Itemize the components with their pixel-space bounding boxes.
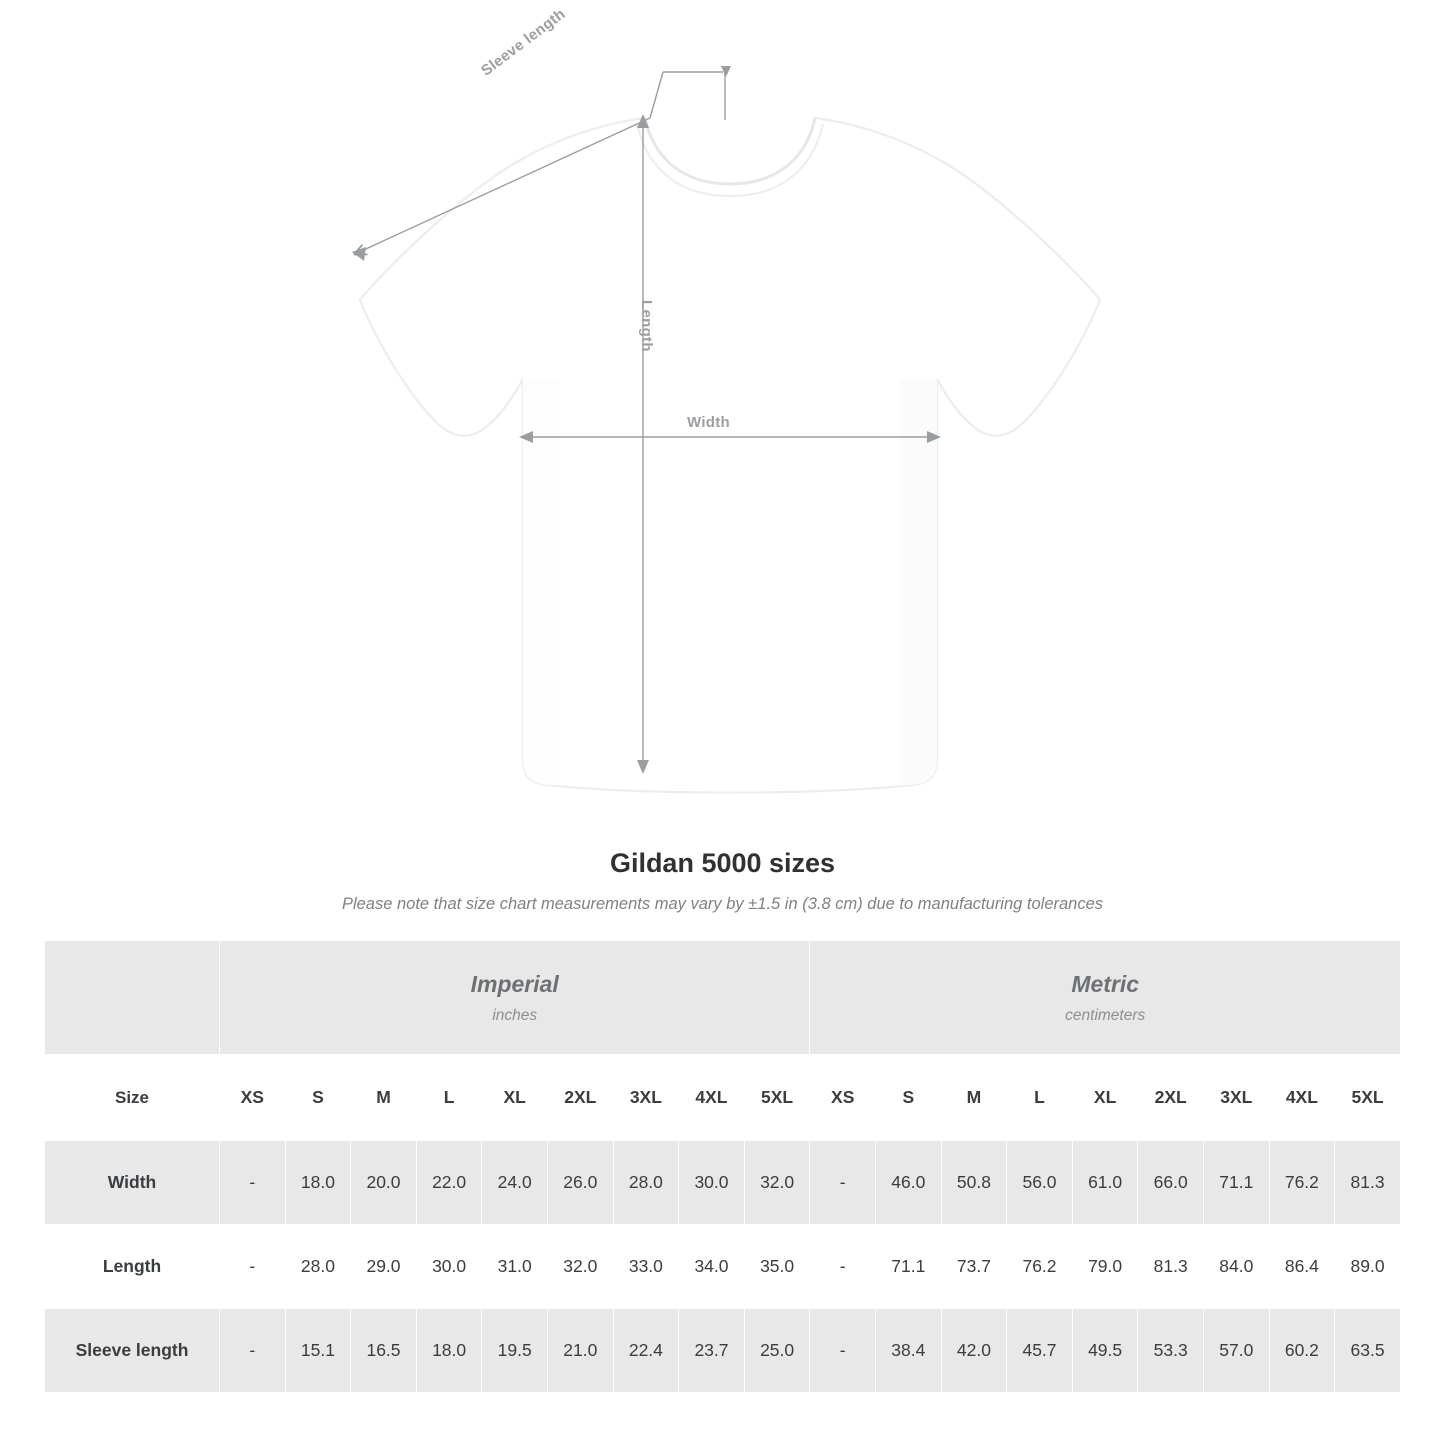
cell-width-imperial-3xl: 28.0 (613, 1141, 679, 1225)
size-header-imperial-4xl: 4XL (679, 1055, 745, 1141)
cell-length-imperial-s: 28.0 (285, 1225, 351, 1309)
cell-sleeve-metric-3xl: 57.0 (1203, 1309, 1269, 1393)
size-header-metric-5xl: 5XL (1335, 1055, 1401, 1141)
cell-width-imperial-2xl: 26.0 (547, 1141, 613, 1225)
cell-width-imperial-5xl: 32.0 (744, 1141, 810, 1225)
cell-length-metric-4xl: 86.4 (1269, 1225, 1335, 1309)
cell-sleeve-metric-xs: - (810, 1309, 876, 1393)
cell-width-metric-3xl: 71.1 (1203, 1141, 1269, 1225)
column-header-size: Size (45, 1055, 220, 1141)
cell-sleeve-metric-2xl: 53.3 (1138, 1309, 1204, 1393)
cell-sleeve-imperial-5xl: 25.0 (744, 1309, 810, 1393)
table-row (45, 1225, 1401, 1309)
unit-sub-metric: centimeters (1065, 1006, 1146, 1024)
cell-width-metric-2xl: 66.0 (1138, 1141, 1204, 1225)
tolerance-note: Please note that size chart measurements may vary by ±1.5 in (3.8 cm) due to manufacturing tolerances (341, 895, 1104, 913)
size-chart-table (44, 940, 1401, 1393)
cell-width-metric-l: 56.0 (1007, 1141, 1073, 1225)
cell-sleeve-imperial-xs: - (220, 1309, 286, 1393)
cell-sleeve-imperial-xl: 19.5 (482, 1309, 548, 1393)
cell-width-metric-s: 46.0 (876, 1141, 942, 1225)
unit-name-imperial: Imperial (470, 970, 559, 997)
cell-sleeve-imperial-s: 15.1 (285, 1309, 351, 1393)
cell-length-imperial-2xl: 32.0 (547, 1225, 613, 1309)
unit-sub-imperial: inches (492, 1006, 538, 1024)
cell-sleeve-metric-m: 42.0 (941, 1309, 1007, 1393)
cell-length-imperial-5xl: 35.0 (744, 1225, 810, 1309)
row-label-length: Length (45, 1225, 220, 1309)
size-table-wrap (44, 940, 1401, 1393)
cell-sleeve-metric-s: 38.4 (876, 1309, 942, 1393)
size-header-row (45, 1055, 1401, 1141)
size-header-imperial-m: M (351, 1055, 417, 1141)
cell-length-metric-xs: - (810, 1225, 876, 1309)
size-header-imperial-xs: XS (220, 1055, 286, 1141)
cell-width-imperial-xs: - (220, 1141, 286, 1225)
size-header-metric-xs: XS (810, 1055, 876, 1141)
cell-length-metric-l: 76.2 (1007, 1225, 1073, 1309)
unit-header-metric (810, 941, 1401, 1055)
cell-width-metric-m: 50.8 (941, 1141, 1007, 1225)
cell-width-imperial-xl: 24.0 (482, 1141, 548, 1225)
size-header-metric-3xl: 3XL (1203, 1055, 1269, 1141)
page-title: Gildan 5000 sizes (609, 848, 836, 878)
cell-width-metric-4xl: 76.2 (1269, 1141, 1335, 1225)
table-row (45, 1309, 1401, 1393)
size-header-metric-xl: XL (1072, 1055, 1138, 1141)
cell-length-imperial-xs: - (220, 1225, 286, 1309)
row-label-width: Width (45, 1141, 220, 1225)
table-row (45, 1141, 1401, 1225)
cell-length-imperial-4xl: 34.0 (679, 1225, 745, 1309)
unit-header-row (45, 941, 1401, 1055)
cell-length-imperial-xl: 31.0 (482, 1225, 548, 1309)
tshirt-shape (360, 118, 1100, 793)
cell-sleeve-imperial-2xl: 21.0 (547, 1309, 613, 1393)
cell-sleeve-imperial-l: 18.0 (416, 1309, 482, 1393)
cell-width-imperial-s: 18.0 (285, 1141, 351, 1225)
row-label-sleeve-length: Sleeve length (45, 1309, 220, 1393)
size-header-imperial-3xl: 3XL (613, 1055, 679, 1141)
cell-sleeve-imperial-3xl: 22.4 (613, 1309, 679, 1393)
size-header-metric-l: L (1007, 1055, 1073, 1141)
cell-width-metric-xs: - (810, 1141, 876, 1225)
cell-length-metric-s: 71.1 (876, 1225, 942, 1309)
length-label: Length (638, 300, 655, 352)
cell-width-imperial-l: 22.0 (416, 1141, 482, 1225)
size-header-metric-m: M (941, 1055, 1007, 1141)
cell-width-imperial-4xl: 30.0 (679, 1141, 745, 1225)
size-header-imperial-s: S (285, 1055, 351, 1141)
cell-length-imperial-3xl: 33.0 (613, 1225, 679, 1309)
unit-header-blank (45, 941, 220, 1055)
size-header-metric-s: S (876, 1055, 942, 1141)
cell-length-imperial-m: 29.0 (351, 1225, 417, 1309)
cell-sleeve-metric-5xl: 63.5 (1335, 1309, 1401, 1393)
cell-length-metric-3xl: 84.0 (1203, 1225, 1269, 1309)
cell-width-imperial-m: 20.0 (351, 1141, 417, 1225)
cell-length-metric-xl: 79.0 (1072, 1225, 1138, 1309)
title-block (0, 848, 1445, 914)
cell-length-metric-m: 73.7 (941, 1225, 1007, 1309)
size-header-imperial-l: L (416, 1055, 482, 1141)
cell-width-metric-5xl: 81.3 (1335, 1141, 1401, 1225)
unit-name-metric: Metric (1071, 970, 1140, 997)
cell-sleeve-metric-xl: 49.5 (1072, 1309, 1138, 1393)
cell-sleeve-imperial-m: 16.5 (351, 1309, 417, 1393)
size-header-metric-4xl: 4XL (1269, 1055, 1335, 1141)
cell-sleeve-metric-4xl: 60.2 (1269, 1309, 1335, 1393)
sleeve-length-label: Sleeve length (478, 5, 569, 80)
cell-sleeve-metric-l: 45.7 (1007, 1309, 1073, 1393)
size-header-imperial-5xl: 5XL (744, 1055, 810, 1141)
size-header-imperial-xl: XL (482, 1055, 548, 1141)
cell-length-metric-5xl: 89.0 (1335, 1225, 1401, 1309)
cell-width-metric-xl: 61.0 (1072, 1141, 1138, 1225)
width-label: Width (679, 414, 738, 431)
cell-sleeve-imperial-4xl: 23.7 (679, 1309, 745, 1393)
size-header-imperial-2xl: 2XL (547, 1055, 613, 1141)
cell-length-imperial-l: 30.0 (416, 1225, 482, 1309)
size-header-metric-2xl: 2XL (1138, 1055, 1204, 1141)
unit-header-imperial (220, 941, 810, 1055)
cell-length-metric-2xl: 81.3 (1138, 1225, 1204, 1309)
